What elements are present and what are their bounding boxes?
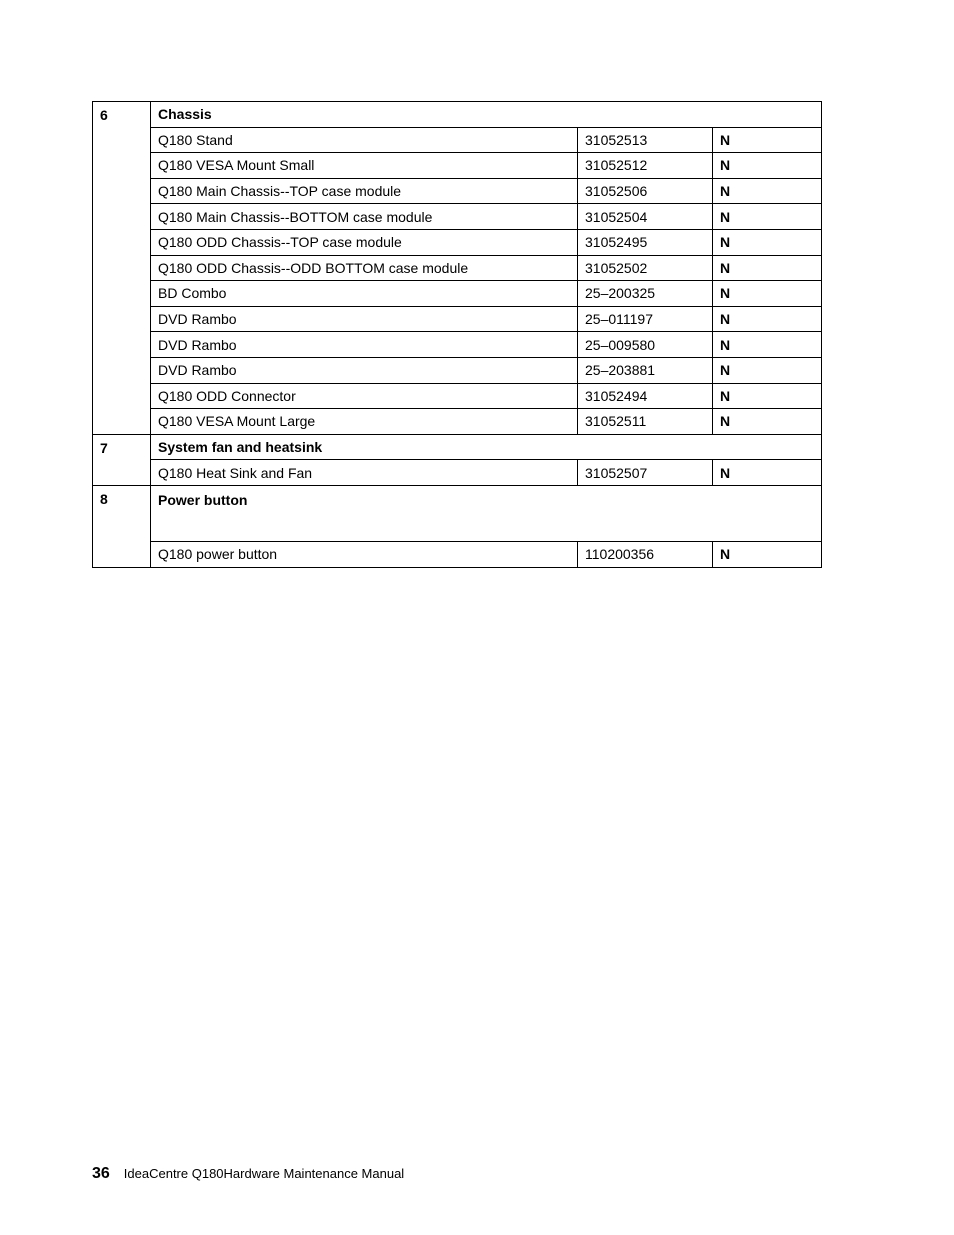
part-number: 31052494 xyxy=(578,383,713,409)
part-description: DVD Rambo xyxy=(151,306,578,332)
part-flag: N xyxy=(713,281,822,307)
part-number: 25–009580 xyxy=(578,332,713,358)
part-flag: N xyxy=(713,229,822,255)
table-row xyxy=(93,204,822,230)
group-number: 7 xyxy=(93,434,151,485)
parts-table xyxy=(92,101,822,568)
table-row xyxy=(93,460,822,486)
part-description: DVD Rambo xyxy=(151,357,578,383)
table-row xyxy=(93,383,822,409)
part-description: Q180 Heat Sink and Fan xyxy=(151,460,578,486)
part-flag: N xyxy=(713,255,822,281)
part-number: 31052502 xyxy=(578,255,713,281)
part-description: BD Combo xyxy=(151,281,578,307)
table-row xyxy=(93,357,822,383)
part-flag: N xyxy=(713,306,822,332)
part-flag: N xyxy=(713,178,822,204)
table-row xyxy=(93,306,822,332)
table-row xyxy=(93,409,822,435)
group-number: 6 xyxy=(93,102,151,435)
part-flag: N xyxy=(713,127,822,153)
part-description: Q180 Main Chassis--TOP case module xyxy=(151,178,578,204)
group-title: Chassis xyxy=(151,102,822,128)
part-description: Q180 power button xyxy=(151,541,578,567)
part-number: 31052506 xyxy=(578,178,713,204)
part-description: Q180 ODD Chassis--TOP case module xyxy=(151,229,578,255)
part-number: 31052511 xyxy=(578,409,713,435)
part-flag: N xyxy=(713,409,822,435)
part-description: Q180 Stand xyxy=(151,127,578,153)
part-number: 25–200325 xyxy=(578,281,713,307)
part-number: 31052507 xyxy=(578,460,713,486)
table-row xyxy=(93,255,822,281)
part-flag: N xyxy=(713,541,822,567)
table-row xyxy=(93,229,822,255)
group-title: System fan and heatsink xyxy=(151,434,822,460)
part-number: 31052504 xyxy=(578,204,713,230)
page-number: 36 xyxy=(92,1165,110,1182)
part-flag: N xyxy=(713,153,822,179)
part-description: Q180 VESA Mount Large xyxy=(151,409,578,435)
table-row xyxy=(93,541,822,567)
group-title: Power button xyxy=(151,485,822,541)
part-flag: N xyxy=(713,460,822,486)
part-number: 25–011197 xyxy=(578,306,713,332)
part-description: Q180 Main Chassis--BOTTOM case module xyxy=(151,204,578,230)
part-flag: N xyxy=(713,383,822,409)
table-row xyxy=(93,127,822,153)
part-number: 25–203881 xyxy=(578,357,713,383)
part-number: 110200356 xyxy=(578,541,713,567)
group-header-row xyxy=(93,485,822,541)
part-description: Q180 VESA Mount Small xyxy=(151,153,578,179)
table-row xyxy=(93,281,822,307)
group-number: 8 xyxy=(93,485,151,567)
part-number: 31052512 xyxy=(578,153,713,179)
page-footer xyxy=(92,1165,404,1183)
group-header-row xyxy=(93,434,822,460)
part-number: 31052513 xyxy=(578,127,713,153)
part-number: 31052495 xyxy=(578,229,713,255)
group-header-row xyxy=(93,102,822,128)
table-row xyxy=(93,332,822,358)
document-title: IdeaCentre Q180Hardware Maintenance Manual xyxy=(123,1166,405,1181)
part-description: Q180 ODD Chassis--ODD BOTTOM case module xyxy=(151,255,578,281)
part-description: Q180 ODD Connector xyxy=(151,383,578,409)
part-description: DVD Rambo xyxy=(151,332,578,358)
part-flag: N xyxy=(713,332,822,358)
table-row xyxy=(93,153,822,179)
part-flag: N xyxy=(713,357,822,383)
table-row xyxy=(93,178,822,204)
part-flag: N xyxy=(713,204,822,230)
